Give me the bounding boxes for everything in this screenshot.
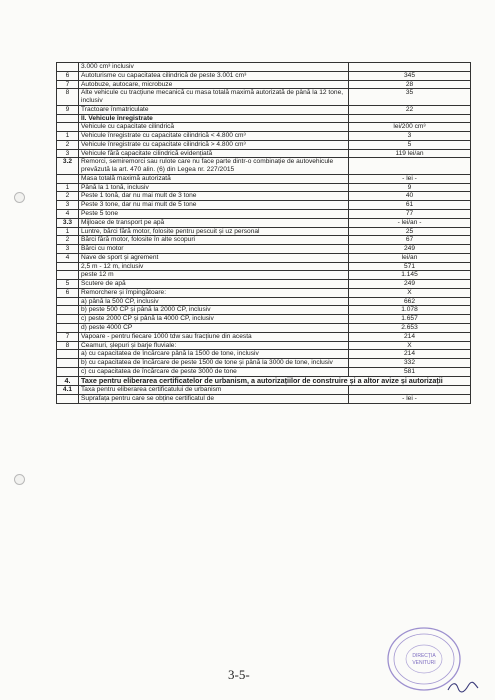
row-value: 5	[349, 140, 471, 149]
row-description: Ceamuri, șlepuri și barje fluviale:	[79, 341, 349, 350]
row-description: a) până la 500 CP, inclusiv	[79, 297, 349, 306]
row-description: Nave de sport și agrement	[79, 253, 349, 262]
row-number	[57, 63, 79, 72]
row-number: 3.2	[57, 158, 79, 175]
table-row	[57, 394, 471, 403]
table-row	[57, 201, 471, 210]
signature-mark	[446, 680, 480, 694]
table-row	[57, 359, 471, 368]
row-number: 4	[57, 210, 79, 219]
row-value: 214	[349, 350, 471, 359]
row-value: lei/200 cm³	[349, 123, 471, 132]
row-description: Vehicule fără capacitate cilindrică evidențiată	[79, 149, 349, 158]
row-number: 9	[57, 105, 79, 114]
table-row	[57, 288, 471, 297]
row-number: 3.3	[57, 218, 79, 227]
row-number	[57, 271, 79, 280]
table-row	[57, 297, 471, 306]
table-row	[57, 218, 471, 227]
row-description: Bărci fără motor, folosite în alte scopuri	[79, 236, 349, 245]
row-number: 2	[57, 192, 79, 201]
table-row	[57, 280, 471, 289]
row-description: Până la 1 tonă, inclusiv	[79, 183, 349, 192]
table-row	[57, 236, 471, 245]
row-value: 40	[349, 192, 471, 201]
row-value	[349, 158, 471, 175]
row-number: 6	[57, 71, 79, 80]
row-description: Vapoare - pentru fiecare 1000 tdw sau fracțiune din acesta	[79, 332, 349, 341]
stamp-line-2: VENITURI	[412, 660, 436, 666]
row-description: Autobuze, autocare, microbuze	[79, 80, 349, 89]
row-number: 1	[57, 183, 79, 192]
table-row	[57, 245, 471, 254]
row-value: lei/an	[349, 253, 471, 262]
table-row	[57, 227, 471, 236]
row-description: Remorci, semiremorci sau rulote care nu face parte dintr-o combinație de autovehicule prevăzută la art. 470 alin. (6) din Legea nr. 227/2015	[79, 158, 349, 175]
row-description: Suprafața pentru care se obține certificatul de	[79, 394, 349, 403]
table-row	[57, 114, 471, 123]
row-description: Vehicule înregistrate cu capacitate cilindrică > 4.800 cm³	[79, 140, 349, 149]
row-description: Vehicule înregistrate cu capacitate cilindrică < 4.800 cm³	[79, 132, 349, 141]
row-number	[57, 306, 79, 315]
row-number: 4.1	[57, 386, 79, 395]
table-row	[57, 271, 471, 280]
row-value: 119 lei/an	[349, 149, 471, 158]
table-row	[57, 123, 471, 132]
row-number	[57, 123, 79, 132]
row-description: Luntre, bărci fără motor, folosite pentru pescuit și uz personal	[79, 227, 349, 236]
row-number	[57, 394, 79, 403]
row-description: Taxa pentru eliberarea certificatului de urbanism	[79, 386, 349, 395]
row-value: 9	[349, 183, 471, 192]
row-number	[57, 323, 79, 332]
row-number: 4.	[57, 376, 79, 385]
row-number: 3	[57, 149, 79, 158]
table-row	[57, 253, 471, 262]
table-row	[57, 315, 471, 324]
table-row	[57, 367, 471, 376]
row-description: Masa totală maximă autorizată	[79, 174, 349, 183]
row-description: Scutere de apă	[79, 280, 349, 289]
row-number: 1	[57, 227, 79, 236]
row-number	[57, 262, 79, 271]
table-row	[57, 192, 471, 201]
tax-table-body	[57, 63, 471, 404]
row-value: 332	[349, 359, 471, 368]
row-value: - lei/an -	[349, 218, 471, 227]
row-value: 581	[349, 367, 471, 376]
row-number	[57, 359, 79, 368]
row-description: Peste 1 tonă, dar nu mai mult de 3 tone	[79, 192, 349, 201]
row-value: X	[349, 341, 471, 350]
row-value: 77	[349, 210, 471, 219]
row-description: a) cu capacitatea de încărcare până la 1500 de tone, inclusiv	[79, 350, 349, 359]
row-number: 2	[57, 140, 79, 149]
row-value: - lei -	[349, 394, 471, 403]
table-row	[57, 386, 471, 395]
row-description: 2,5 m - 12 m, inclusiv	[79, 262, 349, 271]
row-value: 3	[349, 132, 471, 141]
row-value: 61	[349, 201, 471, 210]
tax-table	[56, 62, 471, 404]
row-description: peste 12 m	[79, 271, 349, 280]
row-description: 3.000 cm³ inclusiv	[79, 63, 349, 72]
table-row	[57, 306, 471, 315]
row-value: 22	[349, 105, 471, 114]
row-value: 345	[349, 71, 471, 80]
row-value: 1.078	[349, 306, 471, 315]
row-description: Alte vehicule cu tracțiune mecanică cu masa totală maximă autorizată de până la 12 tone, inclusiv	[79, 89, 349, 106]
table-row	[57, 376, 471, 385]
row-number: 8	[57, 89, 79, 106]
table-row	[57, 158, 471, 175]
table-row	[57, 132, 471, 141]
row-number: 4	[57, 253, 79, 262]
row-value: 2.653	[349, 323, 471, 332]
row-description: Vehicule cu capacitate cilindrică	[79, 123, 349, 132]
row-value: 662	[349, 297, 471, 306]
table-row	[57, 262, 471, 271]
row-description: Bărci cu motor	[79, 245, 349, 254]
row-value: 1.657	[349, 315, 471, 324]
row-number: 1	[57, 132, 79, 141]
row-number	[57, 367, 79, 376]
row-value	[349, 386, 471, 395]
row-description: d) peste 4000 CP	[79, 323, 349, 332]
table-row	[57, 183, 471, 192]
row-value: - lei -	[349, 174, 471, 183]
table-row	[57, 174, 471, 183]
punch-hole-top	[14, 192, 25, 203]
table-row	[57, 105, 471, 114]
row-description: b) peste 500 CP și până la 2000 CP, inclusiv	[79, 306, 349, 315]
row-value: 67	[349, 236, 471, 245]
row-value: 28	[349, 80, 471, 89]
row-number: 3	[57, 245, 79, 254]
row-description: b) cu capacitatea de încărcare de peste 1500 de tone și până la 3000 de tone, inclusiv	[79, 359, 349, 368]
row-value: 214	[349, 332, 471, 341]
punch-hole-bottom	[14, 474, 25, 485]
row-number	[57, 297, 79, 306]
row-number	[57, 174, 79, 183]
table-row	[57, 140, 471, 149]
row-description: Remorchere și împingătoare:	[79, 288, 349, 297]
row-number: 2	[57, 236, 79, 245]
row-description: c) cu capacitatea de încărcare de peste 3000 de tone	[79, 367, 349, 376]
row-value: 249	[349, 280, 471, 289]
table-row	[57, 71, 471, 80]
row-number: 7	[57, 80, 79, 89]
stamp-line-1: DIRECȚIA	[412, 653, 436, 659]
row-description: Tractoare înmatriculate	[79, 105, 349, 114]
row-number: 6	[57, 288, 79, 297]
row-value: 249	[349, 245, 471, 254]
row-value: 1.145	[349, 271, 471, 280]
table-row	[57, 80, 471, 89]
table-row	[57, 149, 471, 158]
row-value: 25	[349, 227, 471, 236]
table-row	[57, 350, 471, 359]
row-description: Autoturisme cu capacitatea cilindrică de peste 3.001 cm³	[79, 71, 349, 80]
row-number	[57, 350, 79, 359]
row-number	[57, 315, 79, 324]
table-row	[57, 63, 471, 72]
row-value: 571	[349, 262, 471, 271]
row-number	[57, 114, 79, 123]
row-description: Taxe pentru eliberarea certificatelor de urbanism, a autorizațiilor de construire și a altor avize și autorizații	[79, 376, 471, 385]
row-description: Mijloace de transport pe apă	[79, 218, 349, 227]
table-row	[57, 341, 471, 350]
table-row	[57, 323, 471, 332]
row-number: 8	[57, 341, 79, 350]
row-number: 7	[57, 332, 79, 341]
row-description: c) peste 2000 CP și până la 4000 CP, inclusiv	[79, 315, 349, 324]
row-value	[349, 114, 471, 123]
row-description: Peste 5 tone	[79, 210, 349, 219]
row-value: X	[349, 288, 471, 297]
table-row	[57, 210, 471, 219]
row-number: 3	[57, 201, 79, 210]
table-row	[57, 89, 471, 106]
row-value: 35	[349, 89, 471, 106]
table-row	[57, 332, 471, 341]
row-number: 5	[57, 280, 79, 289]
page-number: 3-5-	[228, 667, 250, 682]
row-description: II. Vehicule înregistrate	[79, 114, 349, 123]
row-description: Peste 3 tone, dar nu mai mult de 5 tone	[79, 201, 349, 210]
row-value	[349, 63, 471, 72]
